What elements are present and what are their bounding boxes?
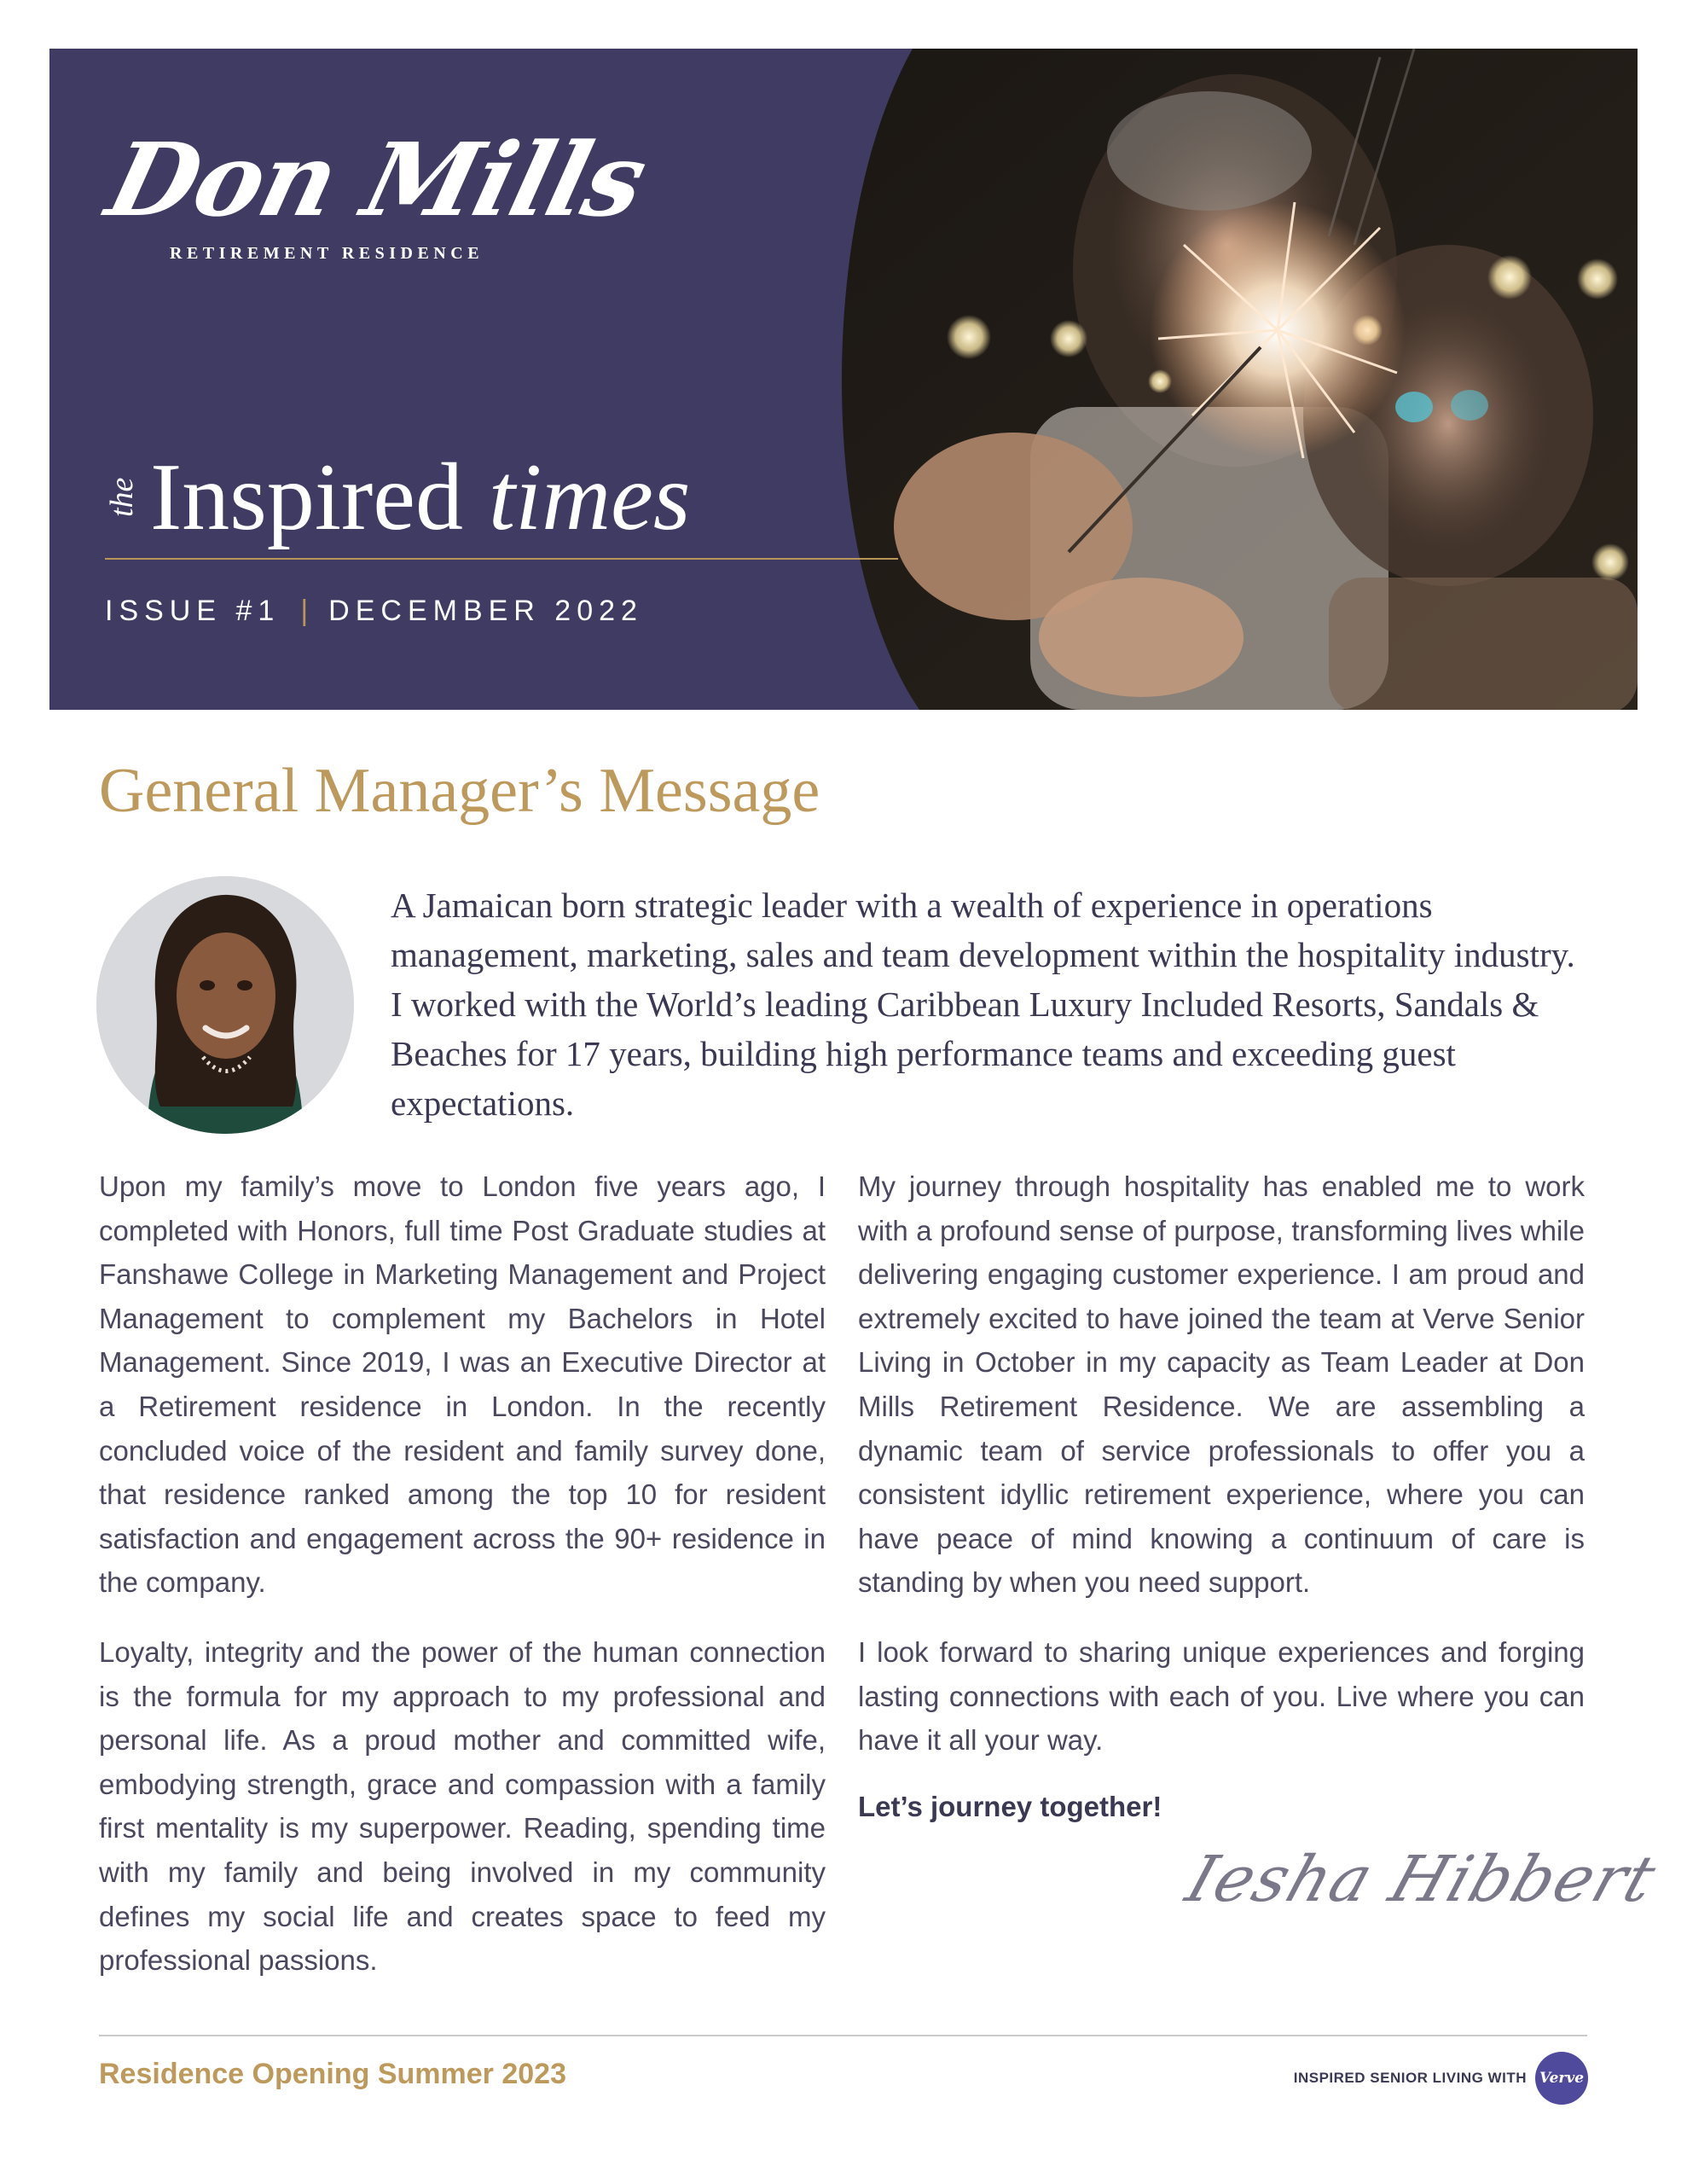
issue-separator: |	[300, 595, 309, 627]
footer-tagline: INSPIRED SENIOR LIVING WITH	[1293, 2070, 1527, 2086]
issue-line	[105, 595, 643, 628]
don-mills-logo	[96, 120, 657, 264]
article-intro: A Jamaican born strategic leader with a wealth of experience in operations management, marketing, sales and team development within the hospitality industry. I worked with the World’s leading Caribbean Luxury Included Resorts, Sandals & Beaches for 17 years, building high performance teams and exceeding guest expectations.	[391, 886, 1575, 1123]
masthead-inspired: Inspired	[150, 444, 464, 550]
article-paragraph: I look forward to sharing unique experiences and forging lasting connections with each of you. Live where you can have it all your way.	[858, 1635, 1585, 1757]
issue-number: ISSUE #1	[105, 595, 281, 627]
article-left-column	[99, 1165, 826, 2008]
closing-line: Let’s journey together!	[858, 1790, 1162, 1822]
masthead-times: times	[489, 444, 691, 550]
newsletter-masthead	[102, 444, 691, 550]
signature: Iesha Hibbert	[1178, 1843, 1667, 1916]
logo-subtitle: RETIREMENT RESIDENCE	[170, 244, 484, 263]
article-title: General Manager’s Message	[99, 756, 820, 826]
header-banner	[49, 49, 1638, 710]
masthead-divider	[105, 558, 898, 560]
general-manager-portrait	[96, 876, 354, 1134]
residence-opening-note: Residence Opening Summer 2023	[99, 2058, 566, 2090]
article-right-column	[858, 1165, 1585, 1854]
verve-logo-icon: Verve	[1535, 2052, 1588, 2105]
footer-divider	[99, 2035, 1587, 2036]
logo-script: Don Mills	[96, 120, 657, 239]
issue-date: DECEMBER 2022	[328, 595, 643, 627]
article-paragraph: My journey through hospitality has enabled me to work with a profound sense of purpose, transforming lives while delivering engaging customer experience. I am proud and extremely excited to have joined the team at Verve Senior Living in October in my capacity as Team Leader at Don Mills Retirement Residence. We are assembling a dynamic team of service professionals to offer you a consistent idyllic retirement experience, where you can have peace of mind knowing a continuum of care is standing by when you need support.	[858, 1170, 1585, 1599]
article-paragraph: Upon my family’s move to London five years ago, I completed with Honors, full time Post Graduate studies at Fanshawe College in Marketing Management and Project Management to complement my Bachelors in Hotel Management. Since 2019, I was an Executive Director at a Retirement residence in London. In the recently concluded voice of the resident and family survey done, that residence ranked among the top 10 for resident satisfaction and engagement across the 90+ residence in the company.	[99, 1170, 826, 1599]
masthead-the: the	[104, 477, 140, 517]
footer-brand	[1294, 2052, 1588, 2105]
article-paragraph: Loyalty, integrity and the power of the human connection is the formula for my approach to my professional and personal life. As a proud mother and committed wife, embodying strength, grace and compassion with a family first mentality is my superpower. Reading, spending time with my family and being involved in my community defines my social life and creates space to feed my professional passions.	[99, 1635, 826, 1977]
